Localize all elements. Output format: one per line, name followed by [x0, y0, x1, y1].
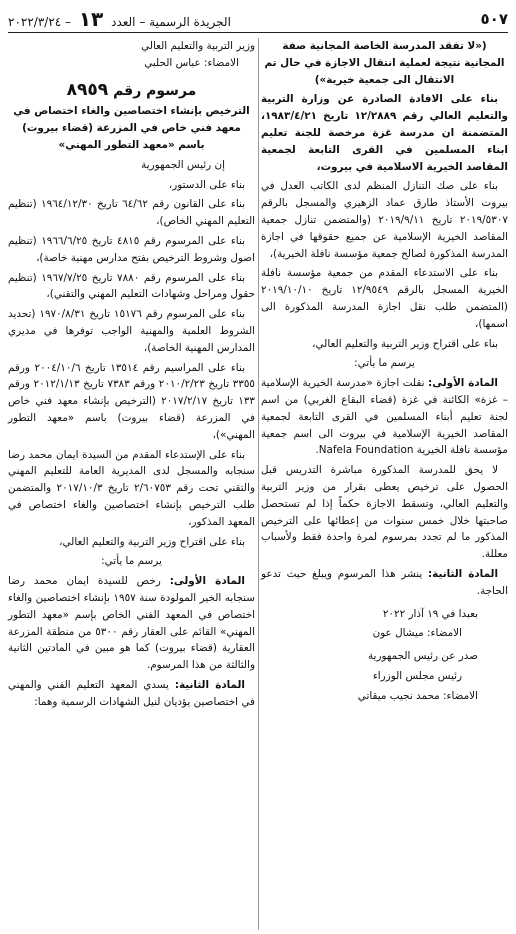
paragraph: لا يحق للمدرسة المذكورة مباشرة التدريس قبل الحصول على ترخيص يعطى بقرار من وزير التربية والتعليم العالي، وتسقط الاجازة حكماً إذا لم تستحصل صاحبتها خلال خمس سنوات من إعطائها على الترخيص المذكور ما لم تجدد بمرسوم لمرة واحدة فقط ولأسباب معللة.: [261, 464, 508, 561]
pm-signature: الامضاء: محمد نجيب ميقاتي: [357, 689, 478, 702]
paragraph: بناء على صك التنازل المنظم لدى الكاتب العدل في بيروت الأستاذ طارق عماد الزهيري والمسجل بالرقم ٢٠١٩/٥٣٠٧ تاريخ ٢٠١٩/٩/١١ (والمتضمن تنازل جمعية المقاصد الخيرية الإسلامية عن جميع حقوقها في اجازة المدرسة المذكورة لصالح جمعية مؤسسة نافلة الخيرية)،: [261, 180, 508, 260]
left-column: [8, 38, 255, 930]
issue-info: الجريدة الرسمية – العدد ١٣ – ٢٠٢٢/٣/٢٤: [8, 7, 231, 31]
paragraph: بناء على المرسوم رقم ٤٨١٥ تاريخ ١٩٦٦/٦/٢٥ (تنظيم اصول وشروط الترخيص بفتح مدارس مهنية خاصة)،: [8, 234, 255, 264]
president-signature: الامضاء: ميشال عون: [372, 627, 462, 640]
page-header: [8, 6, 508, 33]
place-date: بعبدا في ١٩ آذار ٢٠٢٢: [382, 607, 478, 620]
page-number: ٥٠٧: [480, 10, 508, 28]
intro-paragraph: بناء على الافادة الصادرة عن وزارة التربية والتعليم العالي رقم ١٢/٢٨٨٩ تاريخ ١٩٨٣/٤/٢١، المتضمنة ان مدرسة غزة مرخصة للجنة تعليم ابناء المسلمين في القرى التابعة لجمعية المقاصد الخيرية الاسلامية في بيروت،: [261, 93, 508, 173]
article-text: يسدي المعهد التعليم الفني والمهني في اختصاصين يؤديان لنيل الشهادات الرسمية وهما:: [8, 678, 255, 708]
paragraph: بناء على الإستدعاء المقدم من السيدة ايمان محمد رضا سنجابه والمسجل لدى المديرية العامة للتعليم المهني والتقني تحت رقم ٢/٦٠٧٥٣ تاريخ ٢٠١٧/١٠/٣ والمتضمن طلب الترخيص بإنشاء اختصاصين والغاء اختصاص في المعهد المذكور،: [8, 448, 255, 528]
article-2: [261, 566, 508, 600]
article-label: المادة الأولى:: [169, 575, 245, 588]
issue-date: ٢٠٢٢/٣/٢٤: [8, 15, 62, 29]
article-1: المادة الأولى: نقلت اجازة «مدرسة الخيرية الإسلامية – غزة» الكائنة في غزة (قضاء البقاع الغربي) من اسم لجنة تعليم أبناء المسلمين في القرى التابعة لجمعية المقاصد الخيرية الإسلامية في بيروت الى اسم جمعية مؤسسة نافلة الخيرية Nafela Foundation.: [261, 377, 508, 457]
article-text: ينشر هذا المرسوم ويبلغ حيث تدعو الحاجة.: [261, 567, 508, 597]
paragraph: بناء على الاستدعاء المقدم من جمعية مؤسسة نافلة الخيرية المسجل بالرقم ١٢/٩٥٤٩ تاريخ ٢٠١٩/١٠/١٠ (المتضمن طلب نقل اجازة المدرسة المذكورة الى اسمها)،: [261, 267, 508, 330]
latin-name: Nafela Foundation: [318, 444, 414, 457]
article-text: نقلت اجازة «مدرسة الخيرية الإسلامية – غزة» الكائنة في غزة (قضاء البقاع الغربي) من اسم لجنة تعليم أبناء المسلمين في القرى التابعة لجمعية المقاصد الخيرية الإسلامية في بيروت الى اسم جمعية مؤسسة نافلة الخيرية: [261, 377, 508, 457]
pm-title: رئيس مجلس الوزراء: [372, 669, 462, 682]
gazette-name: الجريدة الرسمية: [149, 15, 231, 29]
decree-label: مرسوم رقم: [113, 82, 197, 99]
article-2: [8, 677, 255, 711]
article-label: المادة الثانية:: [428, 567, 499, 580]
issued-by: صدر عن رئيس الجمهورية: [367, 650, 478, 663]
president-line: إن رئيس الجمهورية: [141, 158, 225, 171]
minister-title: وزير التربية والتعليم العالي: [141, 40, 255, 52]
article-1: [8, 573, 255, 674]
paragraph: بناء على اقتراح وزير التربية والتعليم العالي،: [59, 535, 245, 548]
decree-heading: [8, 79, 255, 100]
issue-number: ١٣: [78, 7, 104, 31]
paragraph: بناء على القانون رقم ٦٤/٦٢ تاريخ ١٩٦٤/١٢/٣٠ (تنظيم التعليم المهني الخاص)،: [8, 198, 255, 228]
right-column: [261, 38, 508, 930]
quote-title: («لا تفقد المدرسة الخاصة المجانية صفة المجانية نتيجة لعملية انتقال الاجازة في حال تم الانتقال الى جمعية خيرية»): [264, 40, 505, 86]
article-label: المادة الثانية:: [174, 678, 245, 691]
column-divider: [258, 38, 259, 930]
paragraph: بناء على المرسوم رقم ١٥١٧٦ تاريخ ١٩٧٠/٨/٣١ (تحديد الشروط العلمية والمهنية الواجب توفرها في مديري المدارس المهنية الخاصة)،: [8, 308, 255, 354]
decree-title: الترخيص بإنشاء اختصاصين والغاء اختصاص في معهد فني خاص في المزرعة (قضاء بيروت) باسم «معهد التطور المهني»: [13, 105, 250, 151]
decrees-line: يرسم ما يأتي:: [354, 357, 415, 370]
decree-number: ٨٩٥٩: [66, 79, 109, 100]
issue-label: العدد: [111, 15, 136, 29]
paragraph: بناء على المرسوم رقم ٧٨٨٠ تاريخ ١٩٦٧/٧/٢٥ (تنظيم حقول ومراحل وشهادات التعليم المهني والتقني)،: [8, 271, 255, 301]
minister-signature: الامضاء: عباس الحلبي: [144, 56, 239, 69]
decrees-line: يرسم ما يأتي:: [101, 555, 162, 568]
paragraph: بناء على الدستور،: [168, 178, 245, 191]
article-text: رخص للسيدة ايمان محمد رضا سنجابه الخير المولودة سنة ١٩٥٧ بإنشاء اختصاصين والغاء اختصاص في المعهد الفني الخاص بإسم «معهد التطور المهني» القائم على العقار رقم ٥٣٠٠ من منطقة المزرعة العقارية (قضاء بيروت) كما هو مبين في المادتين الثانية والثالثة من هذا المرسوم.: [8, 575, 255, 672]
paragraph: بناء على اقتراح وزير التربية والتعليم العالي،: [312, 337, 498, 350]
article-label: المادة الأولى:: [428, 377, 498, 390]
paragraph: بناء على المراسيم رقم ١٣٥١٤ تاريخ ٢٠٠٤/١٠/٦ ورقم ٣٣٥٥ تاريخ ٢٠١٠/٢/٢٣ ورقم ٧٣٨٣ تاريخ ٢٠١٢/١/١٣ ورقم ١٣٣ تاريخ ٢٠١٧/٢/١٧ (الترخيص بإنشاء معهد فني خاص في المزرعة (قضاء بيروت) باسم «معهد التطور المهني»)،: [8, 361, 255, 441]
